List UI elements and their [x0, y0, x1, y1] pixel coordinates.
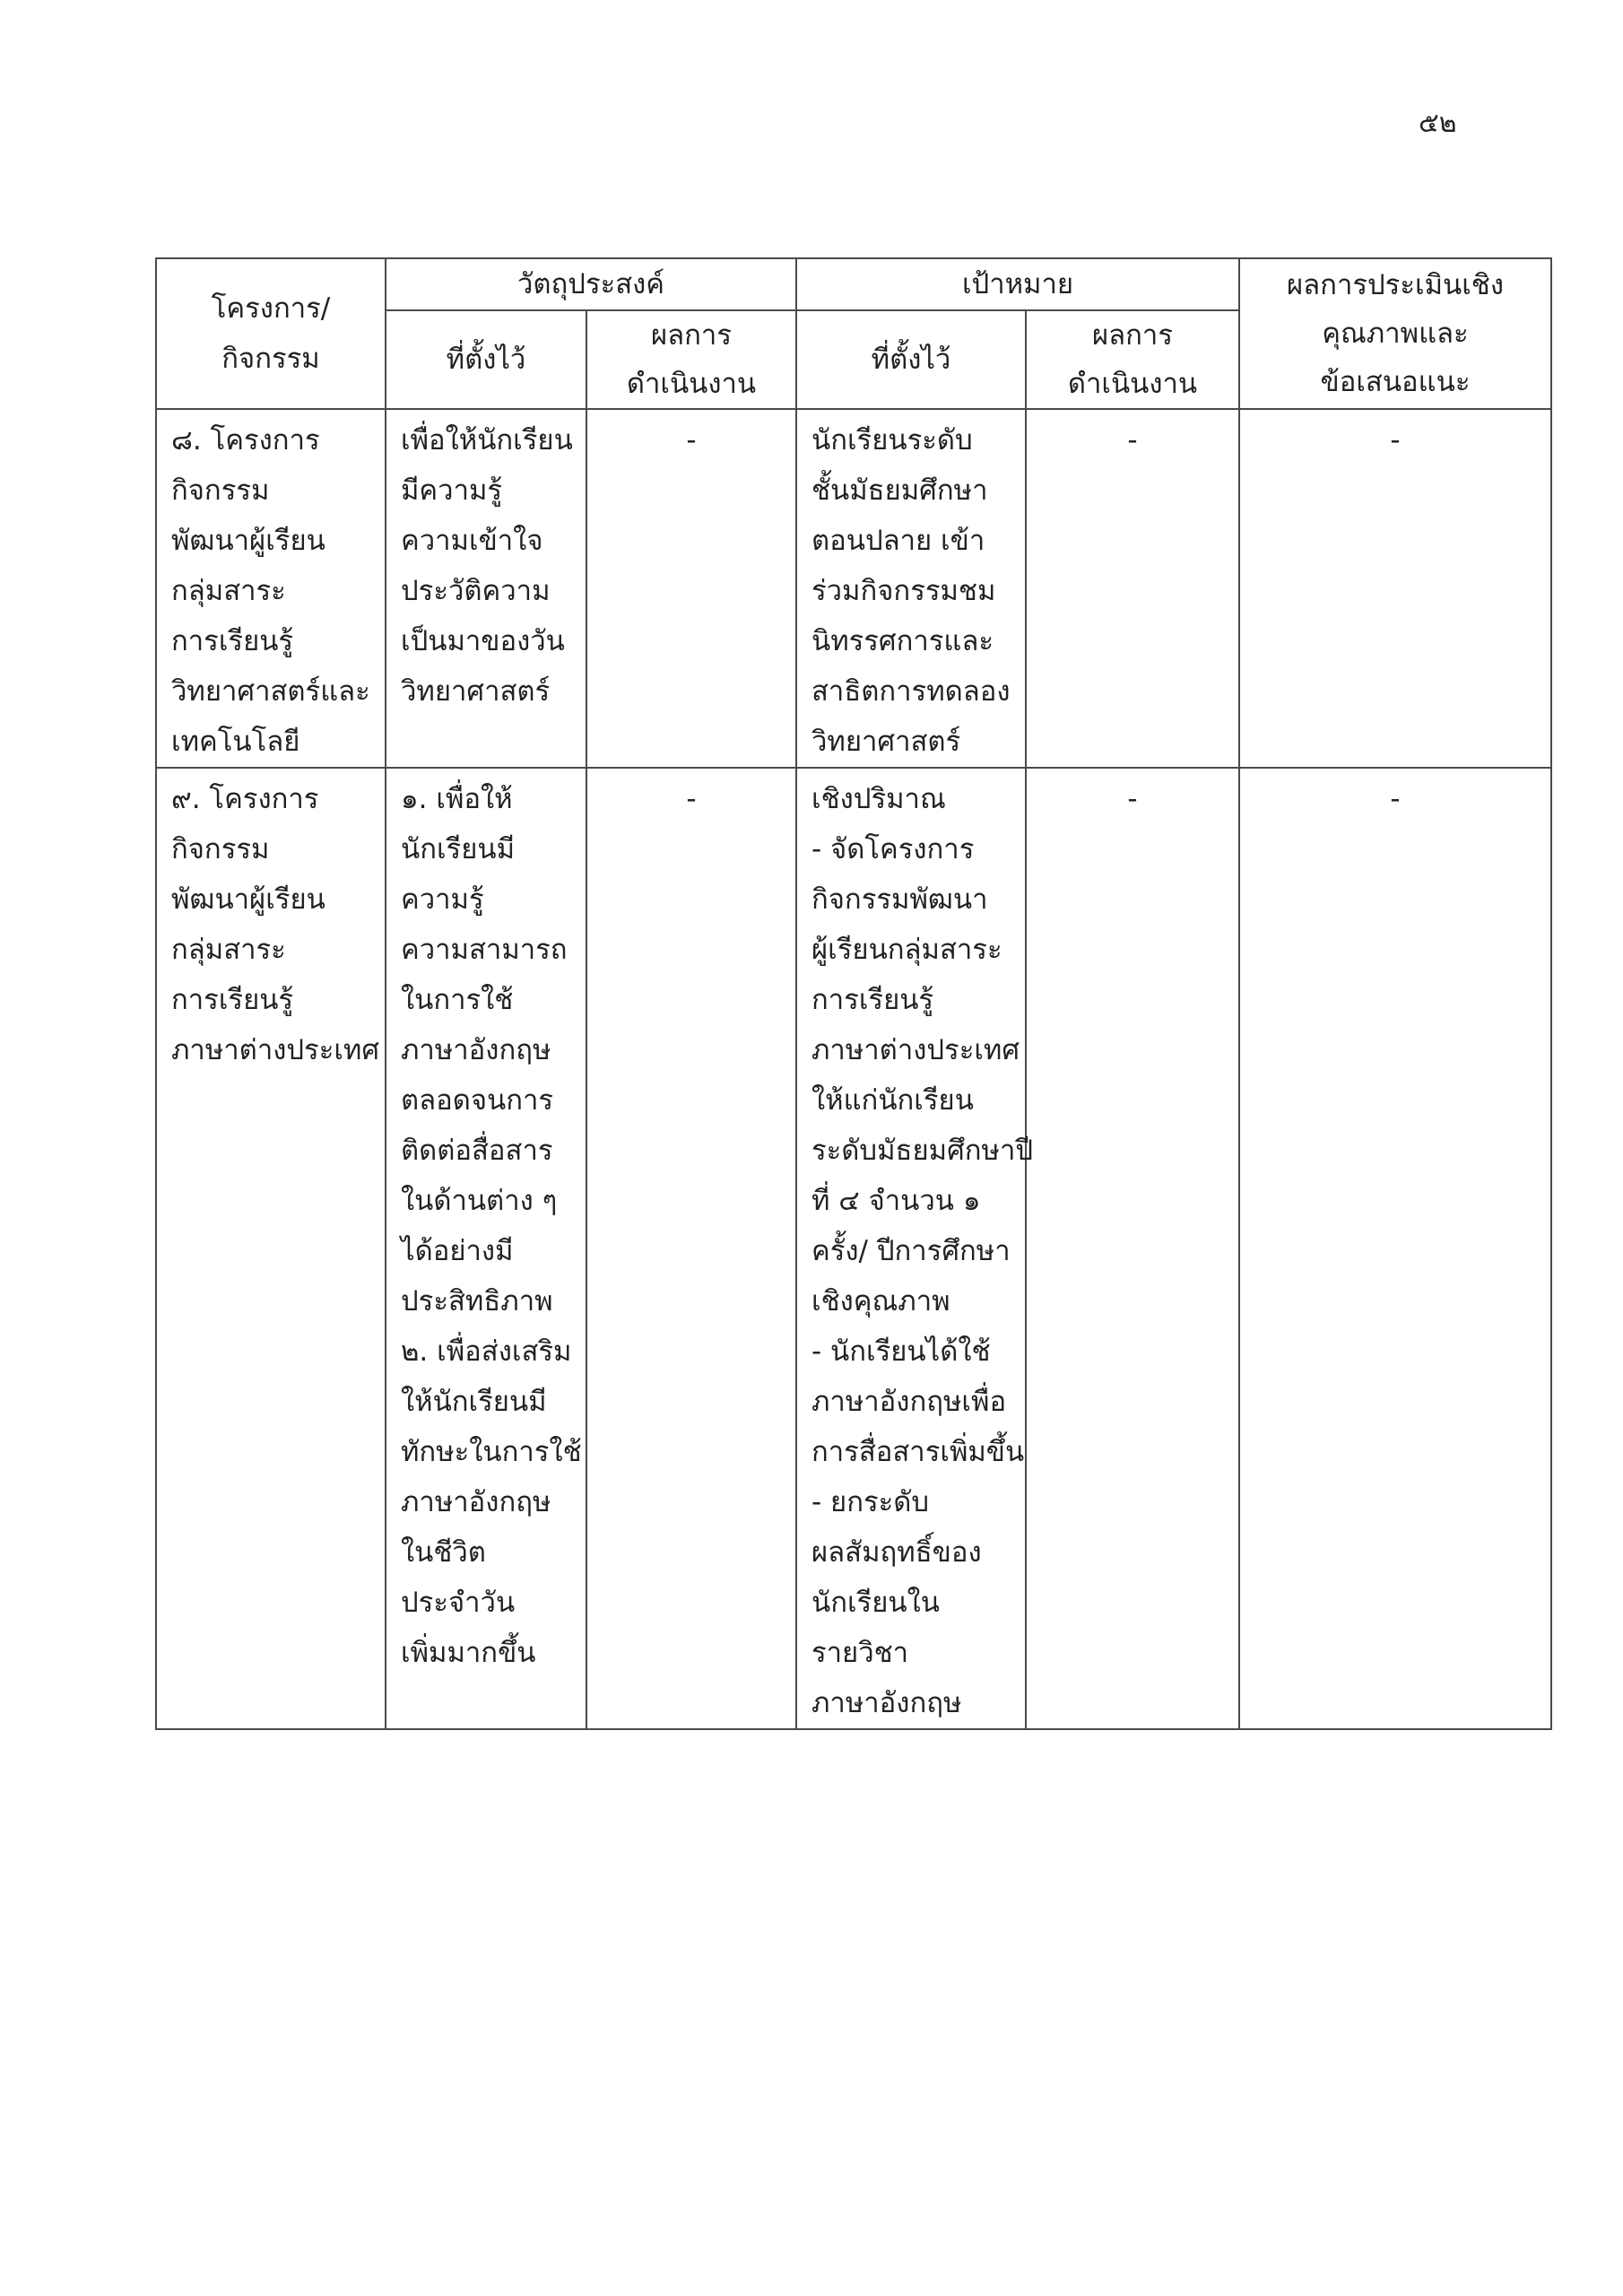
header-project: [156, 258, 386, 409]
header-evaluation-line: ผลการประเมินเชิง: [1287, 269, 1504, 301]
cell-target-result: -: [1026, 409, 1239, 768]
cell-evaluation: -: [1239, 768, 1551, 1729]
header-objective-set: ที่ตั้งไว้: [386, 310, 586, 409]
header-project-line: กิจกรรม: [221, 343, 320, 375]
cell-objective-set: เพื่อให้นักเรียน มีความรู้ ความเข้าใจ ประวัติความ เป็นมาของวัน วิทยาศาสตร์: [386, 409, 586, 768]
header-project-line: โครงการ/: [211, 292, 331, 325]
evaluation-table: [155, 257, 1552, 1730]
cell-target-result: -: [1026, 768, 1239, 1729]
header-evaluation-line: ข้อเสนอแนะ: [1320, 366, 1471, 398]
header-target-result: ผลการ ดำเนินงาน: [1026, 310, 1239, 409]
header-target: เป้าหมาย: [796, 258, 1239, 310]
cell-target-set: เชิงปริมาณ - จัดโครงการ กิจกรรมพัฒนา ผู้เรียนกลุ่มสาระ การเรียนรู้ ภาษาต่างประเทศ ให้แก่นักเรียน ระดับมัธยมศึกษาปี ที่ ๔ จำนวน ๑ ครั้ง/ ปีการศึกษา เชิงคุณภาพ - นักเรียนได้ใช้ ภาษาอังกฤษเพื่อ การสื่อสารเพิ่มขึ้น - ยกระดับ ผลสัมฤทธิ์ของ นักเรียนใน รายวิชา ภาษาอังกฤษ: [796, 768, 1026, 1729]
header-evaluation: [1239, 258, 1551, 409]
cell-objective-result: -: [586, 409, 796, 768]
header-objective-result: ผลการ ดำเนินงาน: [586, 310, 796, 409]
header-target-set: ที่ตั้งไว้: [796, 310, 1026, 409]
cell-objective-result: -: [586, 768, 796, 1729]
cell-project: ๘. โครงการ กิจกรรม พัฒนาผู้เรียน กลุ่มสาระ การเรียนรู้ วิทยาศาสตร์และ เทคโนโลยี: [156, 409, 386, 768]
table-row: [156, 768, 1551, 1729]
cell-evaluation: -: [1239, 409, 1551, 768]
cell-objective-set: ๑. เพื่อให้ นักเรียนมี ความรู้ ความสามารถ ในการใช้ ภาษาอังกฤษ ตลอดจนการ ติดต่อสื่อสาร ในด้านต่าง ๆ ได้อย่างมี ประสิทธิภาพ ๒. เพื่อส่งเสริม ให้นักเรียนมี ทักษะในการใช้ ภาษาอังกฤษ ในชีวิต ประจำวัน เพิ่มมากขึ้น: [386, 768, 586, 1729]
page-number: ๕๒: [1419, 108, 1457, 139]
cell-project: ๙. โครงการ กิจกรรม พัฒนาผู้เรียน กลุ่มสาระ การเรียนรู้ ภาษาต่างประเทศ: [156, 768, 386, 1729]
cell-target-set: นักเรียนระดับ ชั้นมัธยมศึกษา ตอนปลาย เข้า ร่วมกิจกรรมชม นิทรรศการและ สาธิตการทดลอง วิทยาศาสตร์: [796, 409, 1026, 768]
header-objective: วัตถุประสงค์: [386, 258, 796, 310]
table-row: [156, 409, 1551, 768]
header-evaluation-line: คุณภาพและ: [1322, 317, 1469, 350]
